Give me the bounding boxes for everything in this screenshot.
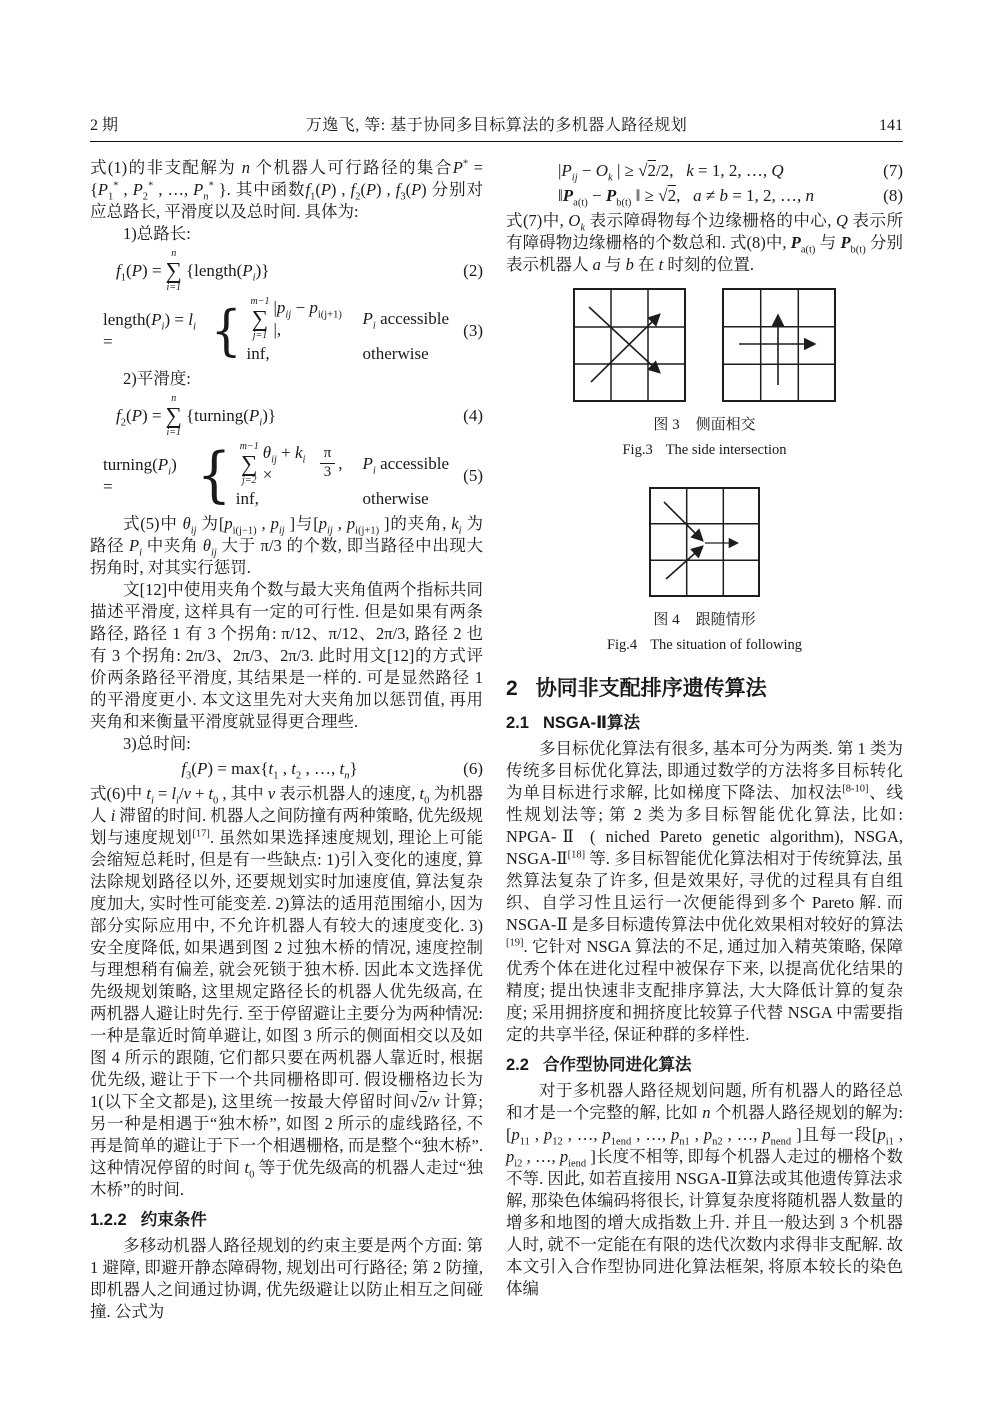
figure-3-caption-zh: 图 3 侧面相交: [653, 417, 756, 433]
equation-5: [90, 441, 483, 510]
robot-path-arrow: [666, 547, 702, 579]
equation-number: (3): [463, 320, 483, 340]
figure-4-caption-en: Fig.4 The situation of following: [606, 637, 803, 653]
figure-4-grids: [506, 487, 903, 597]
equation-number: (8): [883, 186, 903, 205]
heading-1-2-2: 1.2.2 约束条件: [90, 1211, 207, 1229]
issue-label: 2 期: [90, 117, 119, 134]
equation-6-body: $f_3(P) = \max\{t_1$ , $t_2$ , …, $t_n$}: [181, 759, 358, 782]
figure-3-caption-en: Fig.3 The side intersection: [622, 442, 787, 458]
paragraph-eq5-explain: 式(5)中 $\theta_{ij}$ 为[$p_{i(j-1)}$ , $p_{ij}$ ]与[$p_{ij}$ , $p_{i(j+1)}$ ]的夹角, $k_i$ 为路径 $P_i$ 中夹角 $\theta_{ij}$ 大于 π/3 的个数, 即当路径中出现大拐角时, 对其实行惩罚.: [90, 514, 484, 577]
left-column: [90, 157, 483, 1323]
figure4-grid: [649, 487, 760, 597]
figure-3-grids: [506, 288, 903, 402]
equation-3-case1: m−1 ∑ j=1 $|p_{ij} - p_{i(j+1)}$ |,: [250, 296, 342, 341]
equation-7-body: $|P_{ij} - O_k$ | ≥ √2/2, k = 1, 2, …, Q: [558, 161, 784, 184]
paragraph-nsga2: 多目标优化算法有很多, 基本可分为两类. 第 1 类为传统多目标优化算法, 即通过数学的方法将多目标转化为单目标进行求解, 比如梯度下降法、加权法[8-10]、线性规划法等; 第 2 类为多目标智能优化算法, 比如: NPGA-Ⅱ ( niched Pareto genetic algorithm), NSGA, NSGA-Ⅱ[18] 等. 多目标智能优化算法相对于传统算法, 虽然算法复杂了许多, 但是效果好, 寻优的过程具有自组织、自学习性且运行一次便能得到多个 Pareto 解. 而 NSGA-Ⅱ 是多目标遗传算法中优化效果相对较好的算法[19]. 它针对 NSGA 算法的不足, 通过加入精英策略, 保障优秀个体在进化过程中被保存下来, 以提高优化结果的精度; 提出快速非支配排序算法, 大大降低计算的复杂度; 采用拥挤度和拥挤度比较算子代替 NSGA 中需要指定的共享半径, 保证种群的多样性.: [506, 739, 904, 1044]
left-brace: {: [210, 298, 242, 362]
equation-8: [506, 185, 903, 207]
left-brace: {: [196, 440, 231, 510]
figure-3: [506, 288, 903, 461]
equation-3-cond2: otherwise: [362, 344, 429, 363]
equation-3-lhs: $length(P_i) = l_i$ =: [103, 309, 196, 351]
figure-4-caption-zh: 图 4 跟随情形: [653, 612, 756, 628]
equation-2-rhs: $\{length(P_i)\}$: [185, 260, 270, 283]
equation-5-case2: inf,: [235, 489, 259, 508]
equation-number: (5): [463, 465, 483, 485]
equation-5-cases: [236, 441, 449, 510]
equation-3-cond1: $P_i$ accessible: [362, 308, 449, 331]
sum-symbol: m−1 ∑ j=2: [239, 441, 259, 486]
sum-symbol: m−1 ∑ j=1: [250, 296, 270, 341]
equation-2: [90, 248, 483, 293]
equation-3-cases: [246, 296, 449, 365]
equation-3-case2: inf,: [246, 344, 270, 363]
figure3-grid-right: [722, 288, 836, 402]
page-number: 141: [879, 117, 903, 134]
equation-6: [90, 758, 483, 780]
robot-path-arrow: [664, 502, 702, 540]
equation-4: [90, 393, 483, 438]
equation-3: [90, 296, 483, 365]
robot-path-arrow: [591, 315, 659, 382]
equation-5-lhs: $turning(P_i)$ =: [103, 454, 177, 496]
page-header: [90, 108, 903, 142]
equation-number: (4): [463, 405, 483, 425]
figure-4: [506, 487, 903, 656]
equation-number: (7): [883, 161, 903, 180]
heading-2-2: 2.2 合作型协同进化算法: [506, 1056, 692, 1074]
equation-4-rhs: $\{turning(P_i)\}$: [185, 405, 277, 428]
paragraph-cooperative: 对于多机器人路径规划问题, 所有机器人的路径总和才是一个完整的解, 比如 n 个机器人路径规划的解为: [$p_{11}$ , $p_{12}$ , …, $p_{1end}$ , …, $p_{n1}$ , $p_{n2}$ , …, $p_{nend}$ ]且每一段[$p_{i1}$ , $p_{i2}$ , …, $p_{iend}$ ]长度不相等, 即每个机器人走过的栅格个数不等. 因此, 如若直接用 NSGA-Ⅱ算法或其他遗传算法求解, 那染色体编码将很长, 计算复杂度将随机器人数量的增多和地图的增大成指数上升. 并且一般达到 3 个机器人时, 就不一定能在有限的迭代次数内求得非支配解. 故本文引入合作型协同进化算法框架, 将原本较长的染色体编: [506, 1081, 904, 1298]
list-item-total-time: 3)总时间:: [123, 734, 191, 753]
list-item-smoothness: 2)平滑度:: [123, 369, 191, 388]
sum-symbol: n ∑ i=1: [165, 248, 182, 293]
fraction-pi-over-3: $\frac{\pi}{3}$: [320, 446, 336, 481]
equation-number: (2): [463, 260, 483, 280]
running-title: 万逸飞, 等: 基于协同多目标算法的多机器人路径规划: [305, 117, 688, 134]
list-item-total-length: 1)总路长:: [123, 224, 191, 243]
equation-8-body: $‖P_{a(t)} - P_{b(t)}$ ‖ ≥ √2, a ≠ b = 1, 2, …, n: [558, 186, 815, 209]
equation-7: [506, 160, 903, 182]
equation-number: (6): [463, 759, 483, 778]
equation-4-lhs: $f_2(P)$ =: [116, 405, 162, 428]
equation-5-cond2: otherwise: [362, 489, 429, 508]
paragraph-eq6-explain: 式(6)中 $t_i = l_i/v + t_0$ , 其中 v 表示机器人的速度, $t_0$ 为机器人 i 滞留的时间. 机器人之间防撞有两种策略, 优先级规划与速度规划[17]. 虽然如果选择速度规划, 理论上可能会缩短总耗时, 但是有一些缺点: 1)引入变化的速度, 算法除规划路径以外, 还要规划实时加速度值, 算法复杂度加大, 实时性可能变差. 2)算法的适用范围缩小, 因为部分实际应用中, 不允许机器人有较大的速度变化. 3)安全度降低, 如果遇到图 2 过独木桥的情况, 速度控制与理想稍有偏差, 就会死锁于独木桥. 因此本文选择优先级规划策略, 这里规定路径长的机器人优先级高, 在两机器人避让时先行. 至于停留避让主要分为两种情况: 一种是靠近时简单避让, 如图 3 所示的侧面相交以及如图 4 所示的跟随, 它们都只要在两机器人靠近时, 根据优先级, 避让于下一个共同栅格即可. 假设栅格边长为 1(以下全文都是), 这里统一按最大停留时间√2/v 计算; 另一种是相遇于“独木桥”, 如图 2 所示的虚线路径, 不再是简单的避让于下一个相遇栅格, 而是整个“独木桥”. 这种情况停留的时间 $t_0$ 等于优先级高的机器人走过“独木桥”的时间.: [90, 784, 484, 1199]
sum-symbol: n ∑ i=1: [165, 393, 182, 438]
paragraph-constraints: 多移动机器人路径规划的约束主要是两个方面: 第 1 避障, 即避开静态障碍物, 规划出可行路径; 第 2 防撞, 即机器人之间通过协调, 优先级避让以防止相互之间碰撞. 公式为: [90, 1236, 483, 1321]
paragraph-eq78-explain: 式(7)中, $O_k$ 表示障碍物每个边缘栅格的中心, Q 表示所有障碍物边缘栅格的个数总和. 式(8)中, $P_{a(t)}$ 与 $P_{b(t)}$ 分别表示机器人 a 与 b 在 t 时刻的位置.: [506, 211, 904, 274]
equation-2-lhs: $f_1(P)$ =: [116, 260, 162, 283]
right-column: [506, 157, 903, 1300]
figure3-grid-left: [573, 288, 686, 402]
heading-2-1: 2.1 NSGA-Ⅱ算法: [506, 714, 640, 732]
equation-5-cond1: $P_i$ accessible: [362, 453, 449, 476]
paragraph-ref12: 文[12]中使用夹角个数与最大夹角值两个指标共同描述平滑度, 这样具有一定的可行性. 但是如果有两条路径, 路径 1 有 3 个拐角: π/12、π/12、2π/3, 路径 2 也有 3 个拐角: 2π/3、2π/3、2π/3. 此时用文[12]的方式评价两条路径平滑度, 其结果是一样的. 可是显然路径 1 的平滑度更小. 本文这里先对大夹角加以惩罚值, 再用夹角和来衡量平滑度就显得更合理些.: [90, 580, 483, 731]
paragraph-intro: 式(1)的非支配解为 n 个机器人可行路径的集合$P^* = \{P_1^*$ , $P_2^*$ , …, $P_n^*$ }. 其中函数$f_1(P)$ , $f_2(P)$ , $f_3(P)$ 分别对应总路长, 平滑度以及总时间. 具体为:: [90, 158, 484, 221]
equation-5-case1: m−1 ∑ j=2 $\theta_{ij} + k_i$ × $\frac{\pi}{3}$ ,: [239, 441, 343, 486]
heading-section-2: 2 协同非支配排序遗传算法: [506, 677, 767, 700]
